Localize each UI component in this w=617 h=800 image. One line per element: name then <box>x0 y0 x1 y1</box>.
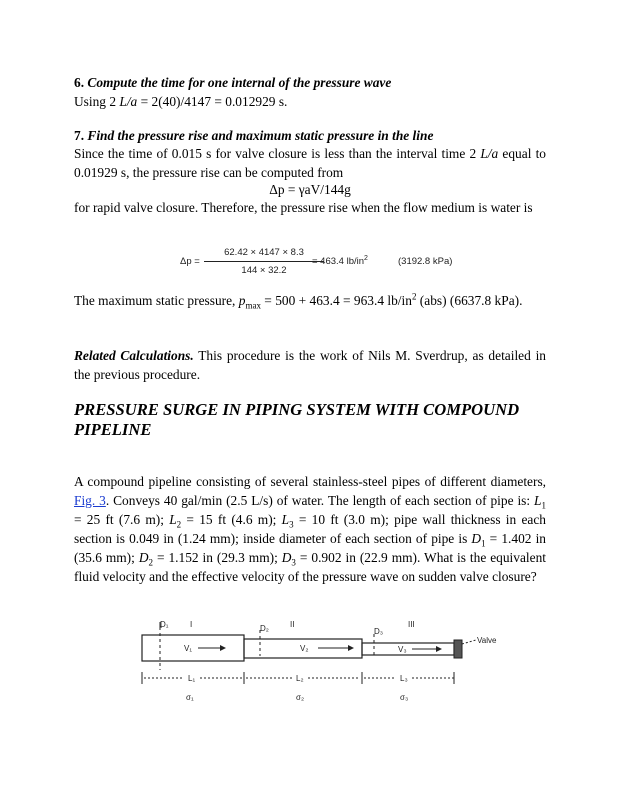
step7-paragraph-2: for rapid valve closure. Therefore, the pressure rise when the flow medium is water is <box>74 200 533 215</box>
step6-title: Compute the time for one internal of the pressure wave <box>87 75 392 90</box>
flow-arrowhead-1 <box>220 645 226 651</box>
pressure-rise-equation <box>74 247 546 283</box>
section-label-1: I <box>190 620 193 629</box>
step6-line-prefix: Using 2 <box>74 94 120 109</box>
equation-result <box>312 256 368 267</box>
flow-arrowhead-3 <box>436 646 442 652</box>
section-label-2: II <box>290 620 295 629</box>
step7-title: Find the pressure rise and maximum static pressure in the line <box>87 128 434 143</box>
problem-t7: = 1.152 in (29.3 mm); <box>153 550 282 565</box>
problem-L1: L <box>534 493 542 508</box>
section-title-line2: PIPELINE <box>74 420 152 439</box>
problem-paragraph <box>74 472 546 586</box>
step7-para3-b: = 500 + 463.4 = 963.4 lb/in <box>260 293 412 308</box>
diameter-label-3: D₃ <box>374 627 384 636</box>
related-label: Related Calculations. <box>74 348 194 363</box>
diameter-label-2: D₂ <box>260 624 269 633</box>
problem-L3: L <box>281 512 290 527</box>
stress-label-3: σ₃ <box>400 693 409 702</box>
problem-t4: = 15 ft (4.6 m); <box>181 512 282 527</box>
valve-leader <box>462 640 476 644</box>
problem-D3-sub: 3 <box>291 557 296 568</box>
section-label-3: III <box>408 620 415 629</box>
step7-para3-c: (abs) (6637.8 kPa). <box>416 293 523 308</box>
problem-D2-sub: 2 <box>148 557 153 568</box>
step7-para1-var: L/a <box>480 146 499 161</box>
problem-t8: = 0.902 in (22.9 mm). What is the equivalent fluid velocity and the effective velocity of the pressure wave on sudden valve closure? <box>74 550 546 584</box>
step6-line <box>74 92 546 111</box>
equation-numerator: 62.42 × 4147 × 8.3 <box>204 247 324 262</box>
problem-L2: L <box>169 512 177 527</box>
length-label-3: L₃ <box>400 674 408 683</box>
compound-pipeline-diagram <box>140 618 504 708</box>
pipe-section-1 <box>142 635 244 661</box>
problem-D2: D <box>138 550 149 565</box>
step7-para3-sup: 2 <box>411 291 417 302</box>
problem-D3: D <box>281 550 292 565</box>
problem-L1-sub: 1 <box>541 500 546 511</box>
step7-heading <box>74 126 546 145</box>
step7-para3-p: p <box>238 293 246 308</box>
step7-para1-a: Since the time of 0.015 s for valve closure is less than the interval time 2 <box>74 146 481 161</box>
equation-fraction <box>204 247 324 276</box>
problem-L2-sub: 2 <box>176 519 182 530</box>
length-label-1: L₁ <box>188 674 196 683</box>
valve-icon <box>454 640 462 658</box>
flow-arrowhead-2 <box>348 645 354 651</box>
velocity-label-1: V₁ <box>184 644 193 653</box>
velocity-label-2: V₂ <box>300 644 309 653</box>
equation-metric: (3192.8 kPa) <box>398 256 453 267</box>
valve-label: Valve <box>477 636 497 645</box>
problem-L3-sub: 3 <box>289 519 294 530</box>
step6-line-suffix: = 2(40)/4147 = 0.012929 s. <box>137 94 288 109</box>
step7-para3-sub: max <box>245 300 261 311</box>
step7-paragraph-3 <box>74 291 546 310</box>
problem-D1: D <box>471 531 482 546</box>
related-calculations <box>74 346 546 384</box>
problem-t3: = 25 ft (7.6 m); <box>74 512 170 527</box>
problem-t6: = 1.402 in (35.6 mm); <box>74 531 546 565</box>
problem-D1-sub: 1 <box>481 538 486 549</box>
step7-paragraph-1 <box>74 144 546 182</box>
stress-label-1: σ₁ <box>186 693 194 702</box>
problem-t2: . Conveys 40 gal/min (2.5 L/s) of water. The length of each section of pipe is: <box>105 493 535 508</box>
velocity-label-3: V₃ <box>398 645 407 654</box>
length-label-2: L₂ <box>296 674 304 683</box>
figure-3-link[interactable]: Fig. 3 <box>74 493 106 508</box>
step7-para3-a: The maximum static pressure, <box>74 293 239 308</box>
step7-para1-b: equal to 0.01929 s, the pressure rise can be computed from <box>74 146 547 180</box>
stress-label-2: σ₂ <box>296 693 305 702</box>
equation-denominator: 144 × 32.2 <box>241 265 287 276</box>
step7-formula: Δp = γaV/144g <box>269 182 351 197</box>
step7-number: 7. <box>74 128 85 143</box>
problem-t1: A compound pipeline consisting of several stainless-steel pipes of different diameters, <box>74 474 546 489</box>
step6-heading <box>74 73 546 92</box>
step6-line-var: L/a <box>119 94 138 109</box>
step6-number: 6. <box>74 75 85 90</box>
section-title-line1: PRESSURE SURGE IN PIPING SYSTEM WITH COMPOUND <box>74 400 520 419</box>
equation-result-sup: 2 <box>364 254 368 262</box>
problem-t5: = 10 ft (3.0 m); pipe wall thickness in each section is 0.049 in (1.24 mm); inside diameter of each section of pipe is <box>74 512 547 546</box>
related-text: This procedure is the work of Nils M. Sverdrup, as detailed in the previous procedure. <box>74 348 546 382</box>
equation-lhs: Δp = <box>180 256 200 267</box>
diameter-label-1: D₁ <box>160 620 169 629</box>
equation-result-value: = 463.4 lb/in <box>312 256 365 267</box>
